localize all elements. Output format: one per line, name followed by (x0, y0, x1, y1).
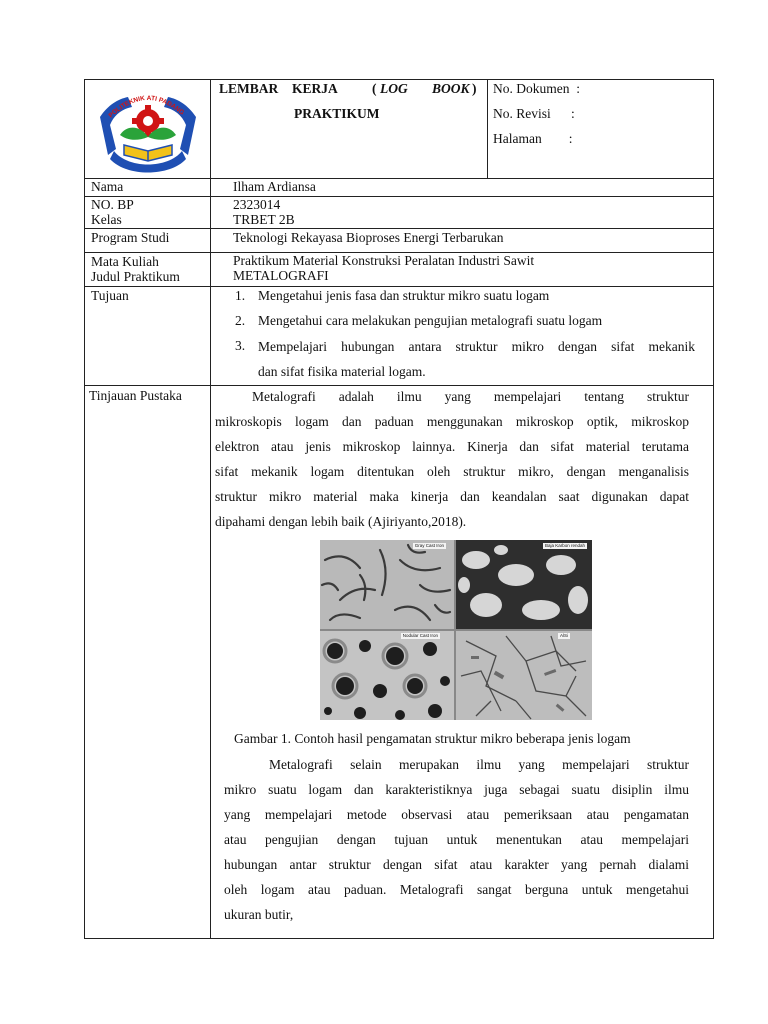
tujuan-item-1-num: 1. (235, 288, 246, 303)
tujuan-label: Tujuan (91, 288, 129, 303)
field-value-nobp: 2323014 (233, 197, 281, 212)
title-log: LOG (380, 81, 408, 96)
micro-label: AlSi (559, 633, 568, 638)
title-kerja: KERJA (292, 81, 338, 96)
micro-label: Gray Cast Iron (414, 543, 444, 548)
tujuan-item-3-line: Mempelajari hubungan antara struktur mikro dengan sifat mekanik (258, 339, 695, 354)
paragraph-line: struktur mikro material maka kinerja dan keandalan saat digunakan dapat (215, 489, 689, 504)
row-line (84, 286, 714, 287)
field-label-judul: Judul Praktikum (91, 269, 180, 284)
micro-alsi (456, 631, 592, 720)
paragraph-line: Metalografi selain merupakan ilmu yang mempelajari struktur (269, 757, 689, 772)
figure-caption: Gambar 1. Contoh hasil pengamatan struktur mikro beberapa jenis logam (234, 731, 631, 746)
paragraph-line: mikro suatu logam dan karakteristiknya juga sebagai suatu disiplin ilmu (224, 782, 689, 797)
table-border-top (84, 79, 714, 80)
paragraph-line: oleh logam atau paduan. Metalografi sangat berguna untuk mengetahui (224, 882, 689, 897)
tujuan-item-3-line: dan sifat fisika material logam. (258, 364, 426, 379)
page-label: Halaman : (493, 131, 573, 146)
tinjauan-paragraph-2 (224, 752, 689, 927)
field-label-kelas: Kelas (91, 212, 122, 227)
paragraph-line: elektron atau jenis mikroskop lainnya. Kinerja dan sifat material terutama (215, 439, 689, 454)
field-label-nama: Nama (91, 179, 124, 194)
tujuan-item-1-text: Mengetahui jenis fasa dan struktur mikro suatu logam (258, 288, 550, 303)
paragraph-line: dipahami dengan lebih baik (Ajiriyanto,2018). (215, 514, 467, 529)
svg-text:POLITEKNIK ATI PADANG: POLITEKNIK ATI PADANG (107, 94, 186, 120)
tujuan-item-2-num: 2. (235, 313, 246, 328)
micro-nodular-cast-iron (320, 631, 454, 720)
paragraph-line: yang mempelajari metode observasi atau pemeriksaan atau pengamatan (224, 807, 689, 822)
paragraph-line: atau pengujian dengan tujuan untuk menentukan atau mempelajari (224, 832, 689, 847)
tinjauan-label: Tinjauan Pustaka (89, 388, 182, 403)
row-line (84, 178, 714, 179)
paragraph-line: mikroskopis logam dan paduan menggunakan mikroskop optik, mikroskop (215, 414, 689, 429)
table-border-left (84, 79, 85, 939)
revision-label: No. Revisi : (493, 106, 575, 121)
paragraph-line: Metalografi adalah ilmu yang mempelajari tentang struktur (252, 389, 689, 404)
micro-label: Nodular Cast Iron (402, 633, 438, 638)
field-label-matkul: Mata Kuliah (91, 254, 159, 269)
paragraph-line: ukuran butir, (224, 907, 294, 922)
column-divider (210, 79, 211, 939)
row-line (84, 228, 714, 229)
header-divider (487, 79, 488, 178)
institution-logo (94, 85, 202, 175)
title-close-paren: ) (472, 81, 477, 96)
title-lembar: LEMBAR (219, 81, 279, 96)
tujuan-item-3-text (258, 334, 695, 384)
field-value-prodi: Teknologi Rekayasa Bioproses Energi Terbarukan (233, 230, 504, 245)
row-line (84, 196, 714, 197)
doc-number-label: No. Dokumen : (493, 81, 580, 96)
micro-low-carbon-steel (456, 540, 592, 629)
field-value-nama: Ilham Ardiansa (233, 179, 316, 194)
field-value-kelas: TRBET 2B (233, 212, 295, 227)
field-label-prodi: Program Studi (91, 230, 170, 245)
field-value-judul: METALOGRAFI (233, 268, 329, 283)
field-value-matkul: Praktikum Material Konstruksi Peralatan Industri Sawit (233, 253, 535, 268)
table-border-bottom (84, 938, 714, 939)
tujuan-item-2-text: Mengetahui cara melakukan pengujian metalografi suatu logam (258, 313, 603, 328)
title-praktikum: PRAKTIKUM (294, 106, 380, 121)
micro-gray-cast-iron (320, 540, 454, 629)
micro-label: Baja Karbon rendah (544, 543, 585, 548)
title-open-paren: ( (372, 81, 377, 96)
tinjauan-paragraph-1 (215, 384, 689, 534)
tujuan-item-3-num: 3. (235, 338, 246, 353)
paragraph-line: sifat mekanik logam ditentukan oleh struktur mikro, dengan menganalisis (215, 464, 689, 479)
title-book: BOOK (432, 81, 470, 96)
field-label-nobp: NO. BP (91, 197, 134, 212)
microstructure-figure (320, 540, 592, 720)
table-border-right (713, 79, 714, 939)
paragraph-line: hubungan antar struktur dengan sifat atau karakter yang pernah dialami (224, 857, 689, 872)
